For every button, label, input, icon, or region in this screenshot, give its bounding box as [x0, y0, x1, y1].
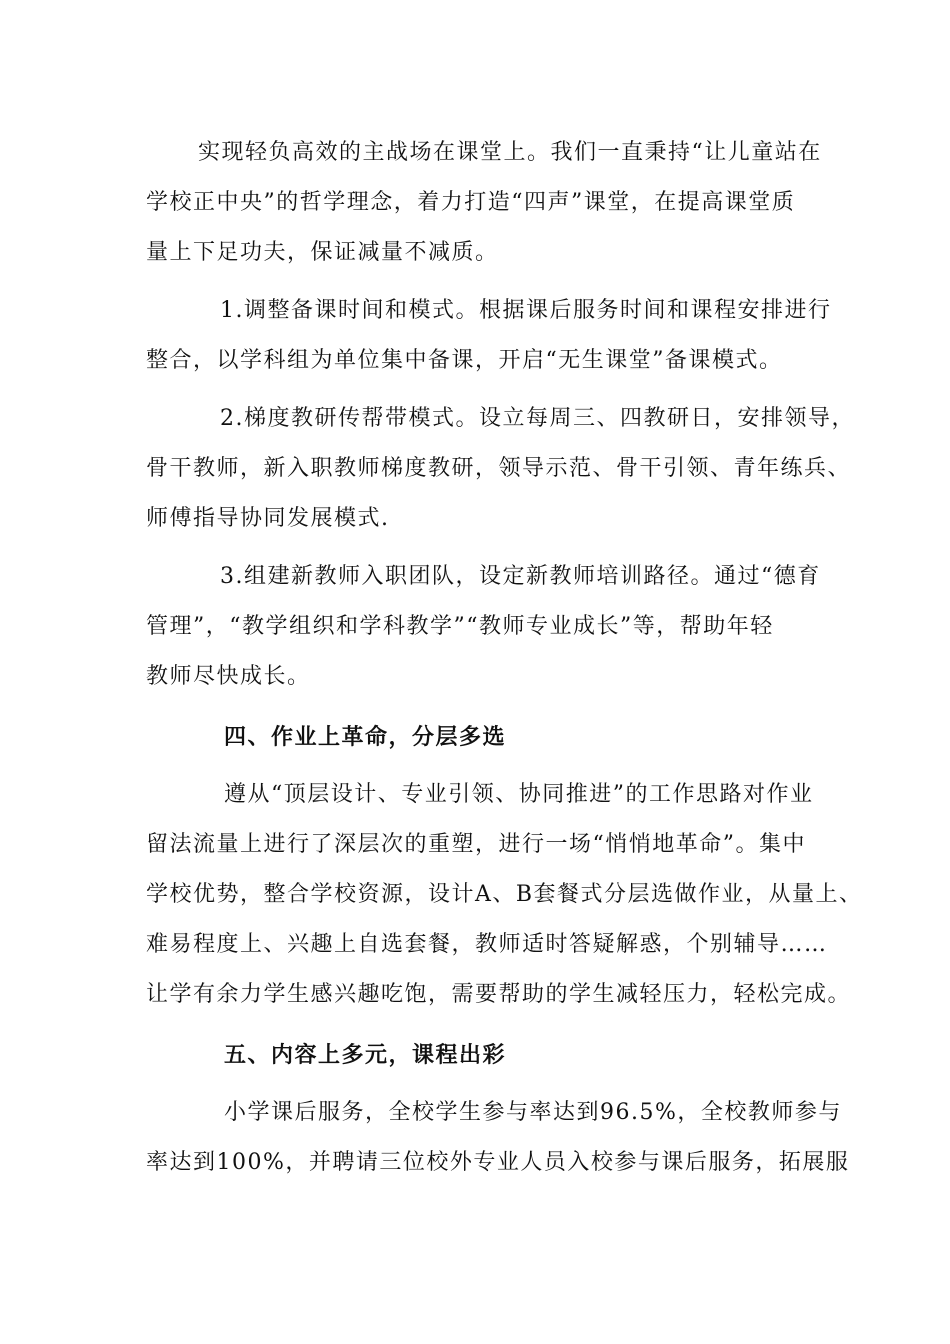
- paragraph-5-line-1: 遵从“顶层设计、专业引领、协同推进”的工作思路对作业: [224, 782, 814, 807]
- paragraph-5-line-3: 学校优势，整合学校资源，设计A、B套餐式分层选做作业，从量上、: [146, 882, 863, 907]
- paragraph-4-line-2: 管理”，“教学组织和学科教学”“教师专业成长”等，帮助年轻: [146, 614, 774, 639]
- paragraph-5-line-5: 让学有余力学生感兴趣吃饱，需要帮助的学生减轻压力，轻松完成。: [146, 982, 852, 1007]
- paragraph-2-line-1: 1.调整备课时间和模式。根据课后服务时间和课程安排进行: [220, 298, 832, 323]
- paragraph-6-line-2: 率达到100%，并聘请三位校外专业人员入校参与课后服务，拓展服: [146, 1150, 850, 1175]
- paragraph-6-line-1: 小学课后服务，全校学生参与率达到96.5%，全校教师参与: [224, 1100, 842, 1125]
- section-heading-5: 五、内容上多元，课程出彩: [224, 1042, 507, 1068]
- paragraph-3-line-2: 骨干教师，新入职教师梯度教研，领导示范、骨干引领、青年练兵、: [146, 456, 852, 481]
- paragraph-2-line-2: 整合，以学科组为单位集中备课，开启“无生课堂”备课模式。: [146, 348, 783, 373]
- section-heading-4: 四、作业上革命，分层多选: [224, 724, 507, 750]
- paragraph-4-line-3: 教师尽快成长。: [146, 664, 311, 689]
- paragraph-1-line-1: 实现轻负高效的主战场在课堂上。我们一直秉持“让儿童站在: [198, 140, 822, 165]
- paragraph-3-line-1: 2.梯度教研传帮带模式。设立每周三、四教研日，安排领导，: [220, 406, 855, 431]
- paragraph-1-line-2: 学校正中央”的哲学理念，着力打造“四声”课堂，在提高课堂质: [146, 190, 796, 215]
- paragraph-4-line-1: 3.组建新教师入职团队，设定新教师培训路径。通过“德育: [220, 564, 821, 589]
- paragraph-1-line-3: 量上下足功夫，保证减量不减质。: [146, 240, 499, 265]
- paragraph-5-line-4: 难易程度上、兴趣上自选套餐，教师适时答疑解惑，个别辅导……: [146, 932, 828, 957]
- paragraph-3-line-3: 师傅指导协同发展模式.: [146, 506, 390, 531]
- paragraph-5-line-2: 留法流量上进行了深层次的重塑，进行一场“悄悄地革命”。集中: [146, 832, 806, 857]
